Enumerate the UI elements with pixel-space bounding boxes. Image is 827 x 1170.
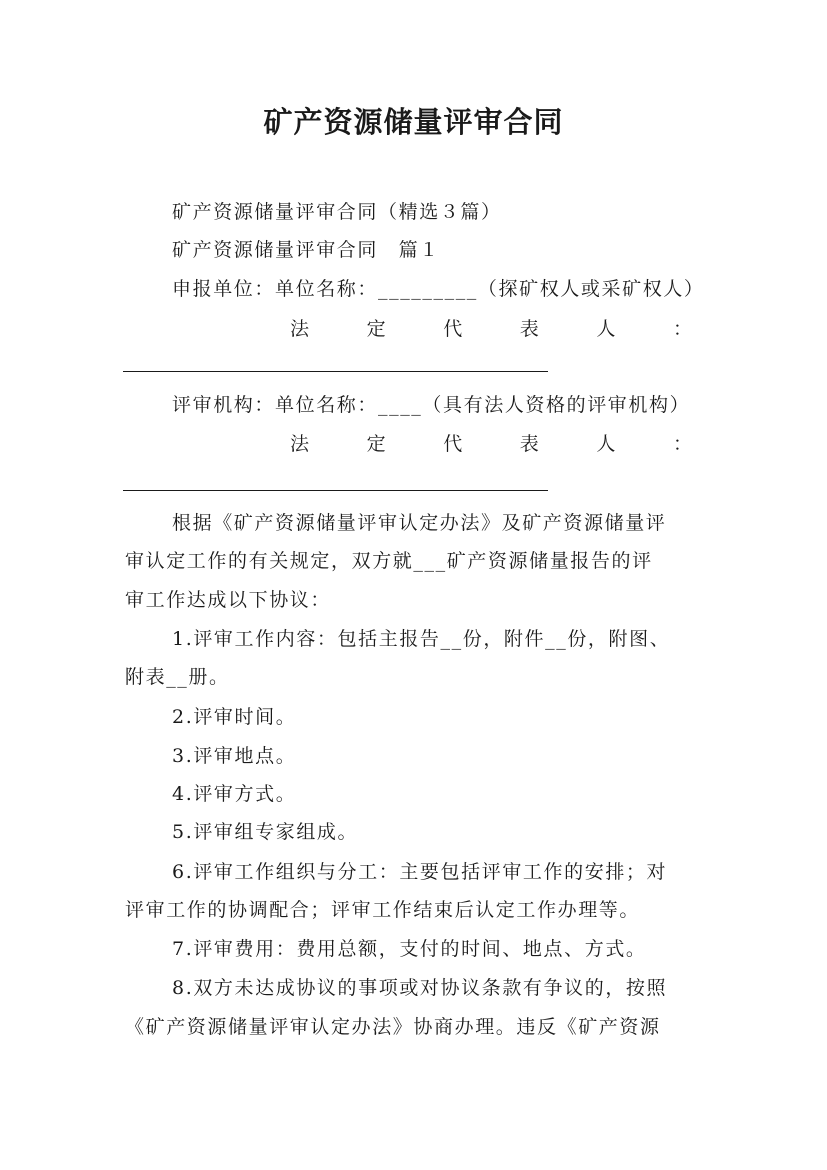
legal-rep-char: ： bbox=[672, 433, 692, 455]
clause-line: 《矿产资源储量评审认定办法》协商办理。违反《矿产资源 bbox=[125, 1016, 661, 1038]
legal-rep-char: 表 bbox=[519, 433, 539, 455]
clause-line: 6.评审工作组织与分工：主要包括评审工作的安排；对 bbox=[172, 861, 668, 883]
applicant-line: 申报单位：单位名称：_________（探矿权人或采矿权人） bbox=[172, 278, 705, 300]
reviewer-legal-representative-label bbox=[290, 432, 692, 456]
legal-rep-char: 人 bbox=[596, 433, 616, 455]
applicant-signature-line bbox=[123, 371, 548, 372]
preamble-line: 审工作达成以下协议： bbox=[125, 589, 332, 611]
clause-line: 评审工作的协调配合；评审工作结束后认定工作办理等。 bbox=[125, 899, 641, 921]
legal-rep-char: 法 bbox=[290, 318, 310, 340]
reviewer-signature-line bbox=[123, 490, 548, 491]
legal-rep-char: 人 bbox=[596, 318, 616, 340]
applicant-legal-representative-label bbox=[290, 317, 692, 341]
clause-line: 附表__册。 bbox=[125, 666, 230, 688]
clause-line: 5.评审组专家组成。 bbox=[172, 821, 359, 843]
clause-line: 8.双方未达成协议的事项或对协议条款有争议的，按照 bbox=[172, 977, 668, 999]
preamble-line: 根据《矿产资源储量评审认定办法》及矿产资源储量评 bbox=[172, 512, 667, 534]
document-subtitle: 矿产资源储量评审合同（精选３篇） bbox=[172, 201, 502, 223]
legal-rep-char: 代 bbox=[443, 318, 463, 340]
preamble-line: 审认定工作的有关规定，双方就___矿产资源储量报告的评 bbox=[125, 550, 653, 572]
clause-line: 7.评审费用：费用总额，支付的时间、地点、方式。 bbox=[172, 938, 647, 960]
legal-rep-char: 代 bbox=[443, 433, 463, 455]
document-title: 矿产资源储量评审合同 bbox=[263, 105, 564, 139]
legal-rep-char: 定 bbox=[366, 433, 386, 455]
clause-line: 1.评审工作内容：包括主报告__份，附件__份，附图、 bbox=[172, 628, 671, 650]
clause-line: 4.评审方式。 bbox=[172, 783, 297, 805]
legal-rep-char: ： bbox=[672, 318, 692, 340]
section-heading: 矿产资源储量评审合同 篇１ bbox=[172, 239, 440, 261]
clause-line: 3.评审地点。 bbox=[172, 745, 297, 767]
legal-rep-char: 定 bbox=[366, 318, 386, 340]
legal-rep-char: 表 bbox=[519, 318, 539, 340]
legal-rep-char: 法 bbox=[290, 433, 310, 455]
clause-line: 2.评审时间。 bbox=[172, 706, 297, 728]
reviewer-line: 评审机构：单位名称：____（具有法人资格的评审机构） bbox=[172, 394, 691, 416]
